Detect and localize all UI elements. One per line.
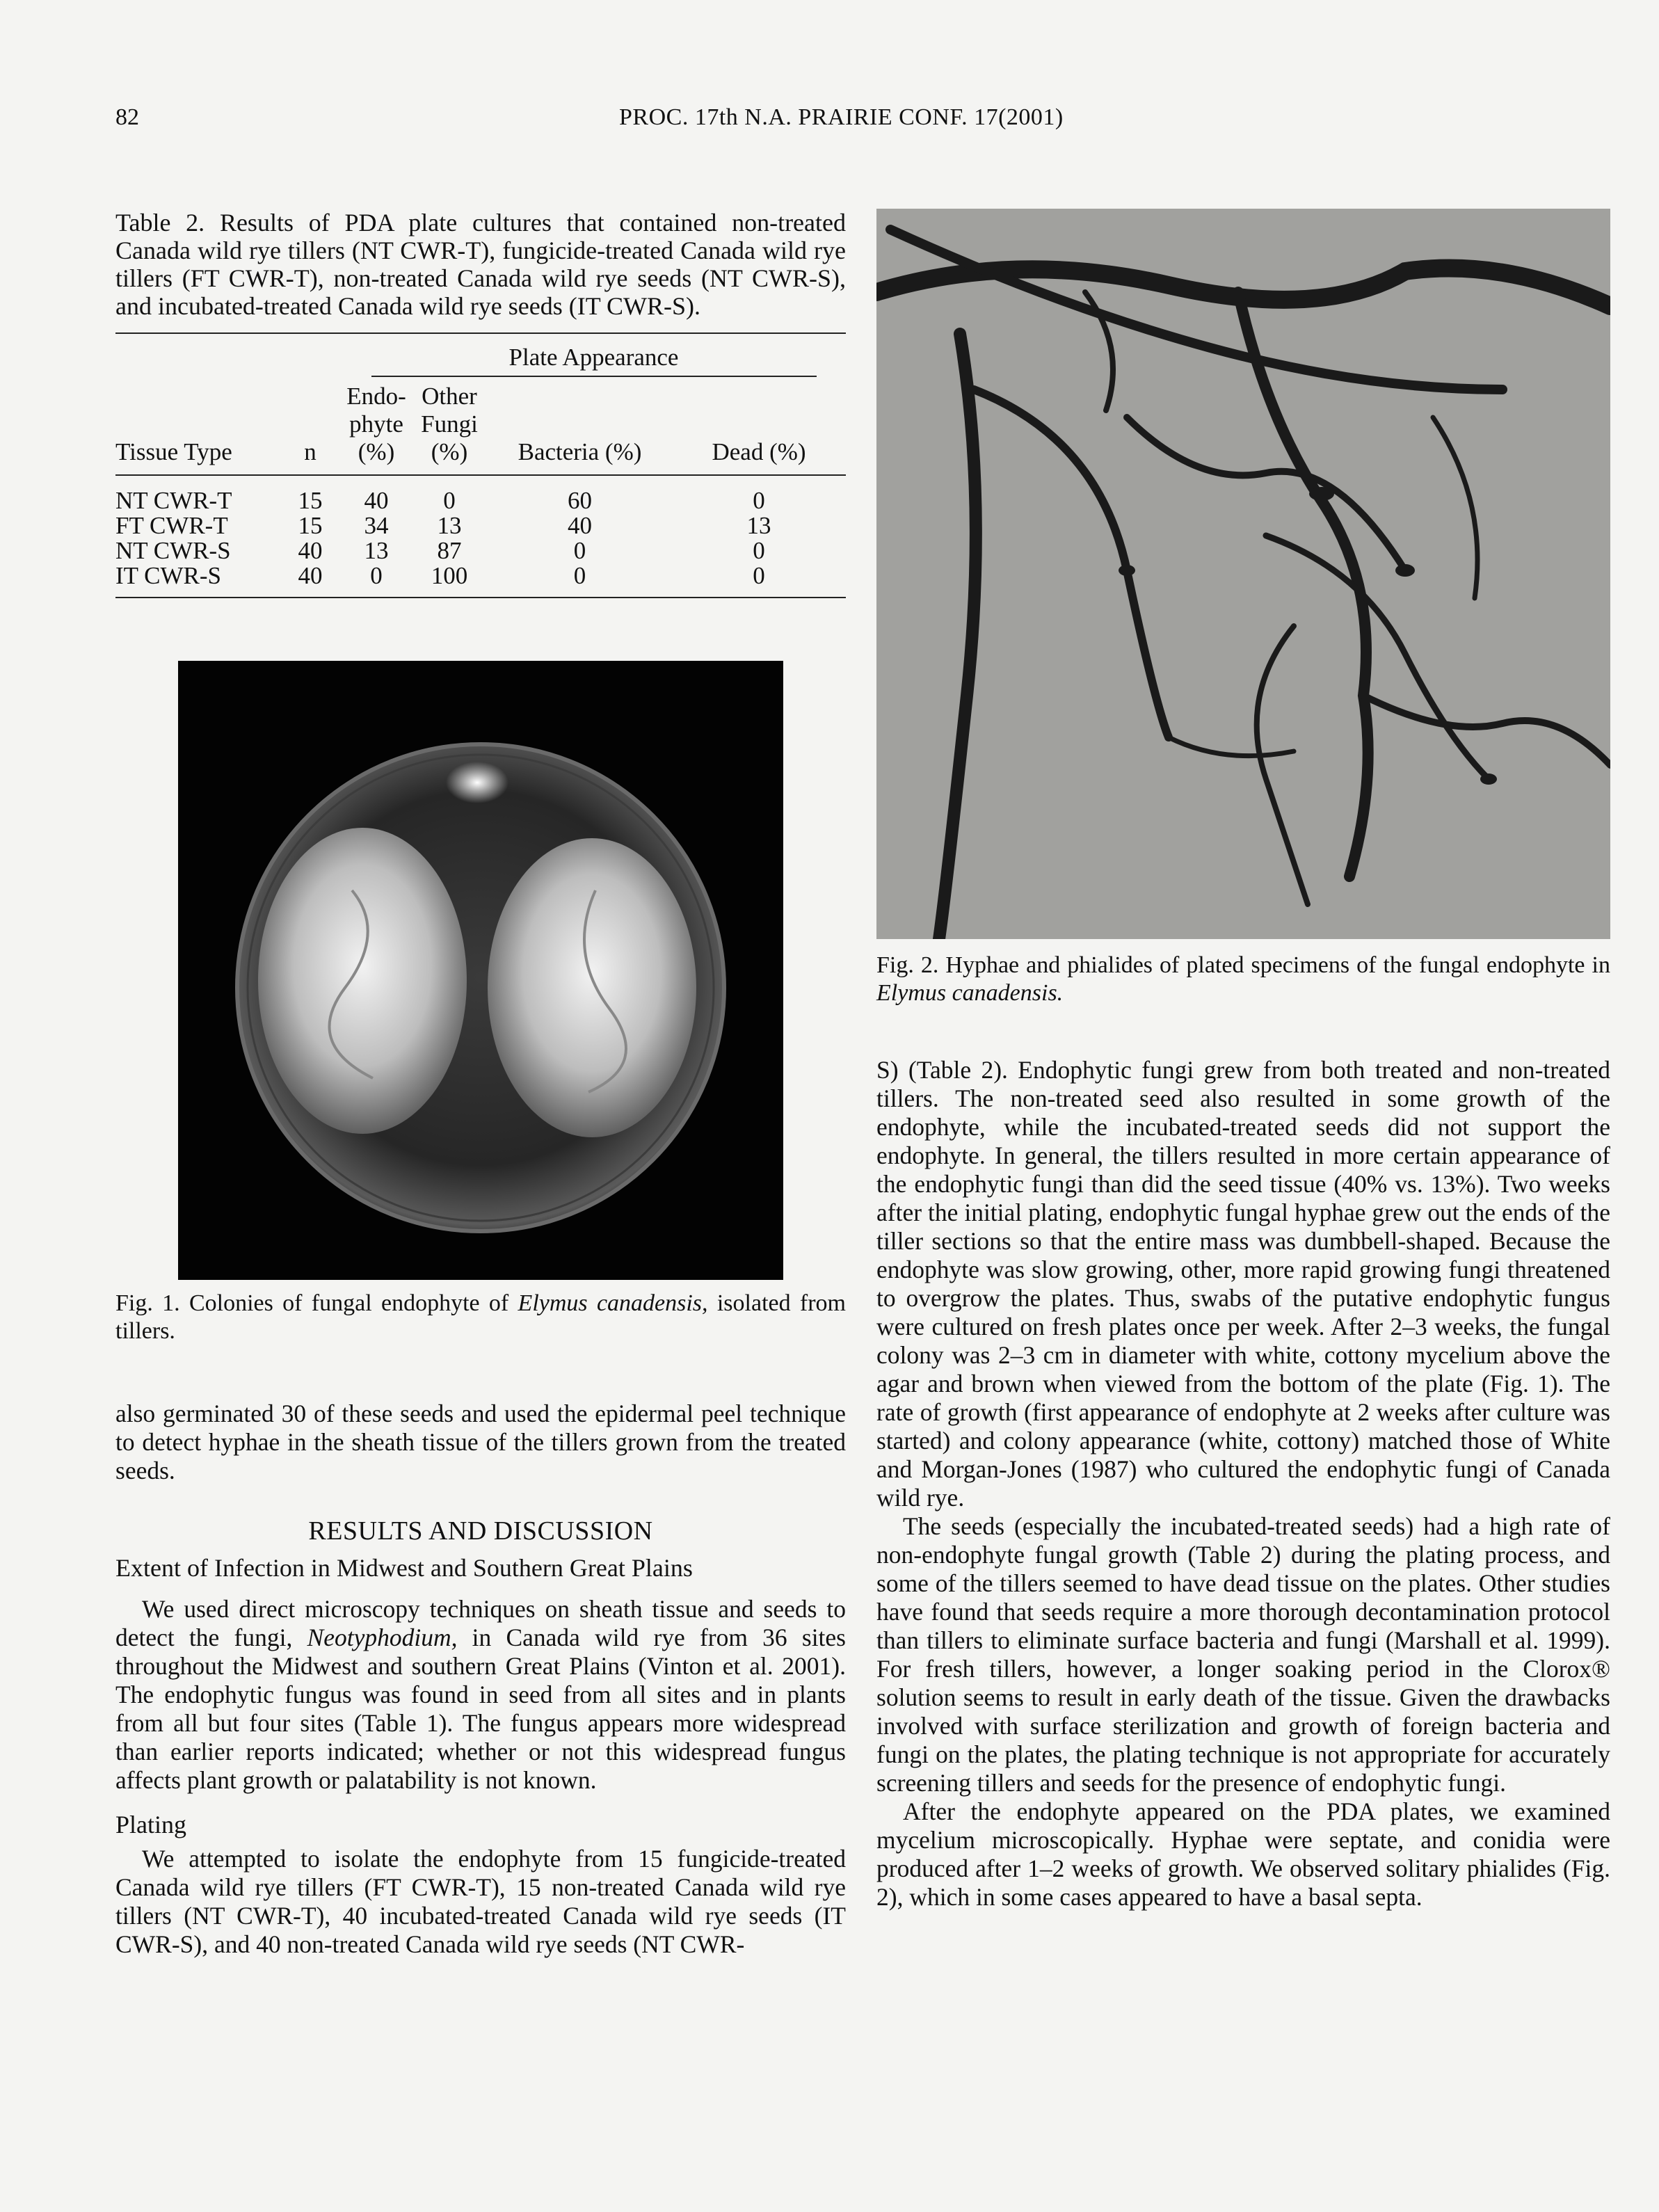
page-number: 82: [115, 104, 139, 130]
table-row: [115, 563, 846, 598]
fig-1-caption-text-b: isolated from tillers.: [115, 1290, 847, 1344]
cell-bacteria: 0: [573, 562, 586, 589]
paragraph-results-3: After the endophyte appeared on the PDA plates, we examined mycelium microscopically. Hyphae were septate, and conidia were produced after 1–2 weeks of growth. We observed solitary phialides (Fig. 2), which in some cases appeared to have a basal septa.: [876, 1797, 1610, 1911]
figure-2-photo: [876, 209, 1610, 939]
table-2: [115, 332, 846, 598]
figure-1-caption: [115, 1290, 846, 1345]
figure-1-photo: [178, 661, 783, 1280]
col-header-other-line-1: Other: [422, 383, 477, 410]
col-header-other-fungi: [411, 383, 488, 475]
col-header-endophyte-line-1: Endo-: [346, 383, 406, 410]
paragraph-results-1: S) (Table 2). Endophytic fungi grew from both treated and non-treated tillers. The non-treated seed also resulted in some growth of the endophyte, while the incubated-treated seeds did not support the endophyte. In general, the tillers resulted in more certain appearance of the endophytic fungi than did the seed tissue (40% vs. 13%). Two weeks after the initial plating, endophytic fungal hyphae grew out the ends of the tiller sections so that the entire mass was dumbbell-shaped. Because the endophyte was slow growing, other, more rapid growing fungi threatened to overgrow the plates. Thus, swabs of the putative endophytic fungus were cultured on fresh plates once per week. After 2–3 weeks, the fungal colony was 2–3 cm in diameter with white, cottony mycelium above the agar and brown when viewed from the bottom of the plate (Fig. 1). The rate of growth (first appearance of endophyte at 2 weeks after culture was started) and colony appearance (white, cottony) matched those of White and Morgan-Jones (1987) who cultured the endophytic fungi of Canada wild rye.: [876, 1056, 1610, 1512]
cell-n: 40: [298, 537, 323, 564]
paragraph-plating: We attempted to isolate the endophyte from 15 fungicide-treated Canada wild rye tillers (FT CWR-T), 15 non-treated Canada wild rye tillers (NT CWR-T), 40 incubated-treated Canada wild rye seeds (IT CWR-S), and 40 non-treated Canada wild rye seeds (NT CWR-: [115, 1845, 846, 1958]
col-header-other-line-3: (%): [431, 438, 468, 465]
cell-other: 100: [431, 562, 468, 589]
cell-endophyte: 40: [364, 487, 389, 514]
left-column: [115, 209, 846, 1959]
col-header-endophyte-line-3: (%): [358, 438, 395, 465]
cell-other: 87: [437, 537, 462, 564]
cell-tissue: NT CWR-S: [115, 537, 231, 564]
paragraph-continued: also germinated 30 of these seeds and used the epidermal peel technique to detect hyphae in the sheath tissue of the tillers grown from the treated seeds.: [115, 1400, 846, 1484]
fig-1-label: Fig. 1.: [115, 1290, 180, 1316]
cell-n: 15: [298, 487, 323, 514]
col-header-n: n: [304, 438, 316, 465]
fig-2-caption-species: Elymus canadensis.: [876, 980, 1064, 1006]
cell-other: 0: [443, 487, 456, 514]
subheading-plating: Plating: [115, 1811, 187, 1838]
col-header-dead: Dead (%): [712, 438, 806, 465]
cell-tissue: IT CWR-S: [115, 562, 221, 589]
cell-dead: 0: [753, 537, 765, 564]
cell-n: 15: [298, 512, 323, 539]
fig-2-label: Fig. 2.: [876, 952, 939, 978]
table-row: [115, 513, 846, 538]
col-header-endophyte: [342, 383, 411, 475]
table-group-header: Plate Appearance: [371, 344, 817, 377]
cell-bacteria: 60: [568, 487, 592, 514]
genus-neotyphodium: Neotyphodium,: [307, 1624, 458, 1651]
cell-bacteria: 40: [568, 512, 592, 539]
cell-tissue: FT CWR-T: [115, 512, 228, 539]
paragraph-extent-a: We used direct microscopy techniques on sheath tissue and seeds to detect the fungi,: [115, 1595, 846, 1651]
col-header-bacteria: Bacteria (%): [518, 438, 642, 465]
fig-2-caption-text: Hyphae and phialides of plated specimens of the fungal endophyte in: [938, 952, 1610, 978]
table-row: [115, 538, 846, 563]
cell-dead: 0: [753, 487, 765, 514]
cell-dead: 13: [746, 512, 771, 539]
figure-2-caption: [876, 952, 1610, 1007]
col-header-endophyte-line-2: phyte: [349, 410, 403, 438]
cell-endophyte: 34: [364, 512, 389, 539]
fig-1-caption-text-a: Colonies of fungal endophyte of: [179, 1290, 518, 1316]
paragraph-results-2: The seeds (especially the incubated-treated seeds) had a high rate of non-endophyte fungal growth (Table 2) during the plating process, and some of the tillers seemed to have dead tissue on the plates. Other studies have found that seeds require a more thorough decontamination protocol than tillers to eliminate surface bacteria and fungi (Marshall et al. 1999). For fresh tillers, however, a longer soaking period in the Clorox® solution seems to result in early death of the tissue. Given the drawbacks involved with surface sterilization and growth of foreign bacteria and fungi on the plates, the plating technique is not appropriate for accurately screening tillers and seeds for the presence of endophytic fungi.: [876, 1512, 1610, 1797]
col-header-other-line-2: Fungi: [421, 410, 478, 438]
col-header-tissue: Tissue Type: [115, 438, 232, 465]
fig-1-caption-species: Elymus canadensis,: [518, 1290, 708, 1316]
petri-dish-image: [178, 661, 783, 1280]
running-head: PROC. 17th N.A. PRAIRIE CONF. 17(2001): [619, 104, 1064, 130]
table-row: [115, 475, 846, 513]
subheading-extent: Extent of Infection in Midwest and Southern Great Plains: [115, 1554, 693, 1582]
table-2-caption: Table 2. Results of PDA plate cultures that contained non-treated Canada wild rye tillers (NT CWR-T), fungicide-treated Canada wild rye tillers (FT CWR-T), non-treated Canada wild rye seeds (NT CWR-S), and incubated-treated Canada wild rye seeds (IT CWR-S).: [115, 209, 846, 320]
paragraph-extent: [115, 1595, 846, 1795]
cell-endophyte: 0: [370, 562, 383, 589]
cell-other: 13: [437, 512, 462, 539]
hyphae-micrograph: [876, 209, 1610, 939]
cell-bacteria: 0: [573, 537, 586, 564]
cell-tissue: NT CWR-T: [115, 487, 232, 514]
paragraph-extent-b: in Canada wild rye from 36 sites throughout the Midwest and southern Great Plains (Vinton et al. 2001). The endophytic fungus was found in seed from all sites and in plants from all but four sites (Table 1). The fungus appears more widespread than earlier reports indicated; whether or not this widespread fungus affects plant growth or palatability is not known.: [115, 1624, 846, 1794]
cell-dead: 0: [753, 562, 765, 589]
cell-n: 40: [298, 562, 323, 589]
right-column: [876, 209, 1610, 1912]
section-heading-results: RESULTS AND DISCUSSION: [308, 1516, 653, 1546]
cell-endophyte: 13: [364, 537, 389, 564]
